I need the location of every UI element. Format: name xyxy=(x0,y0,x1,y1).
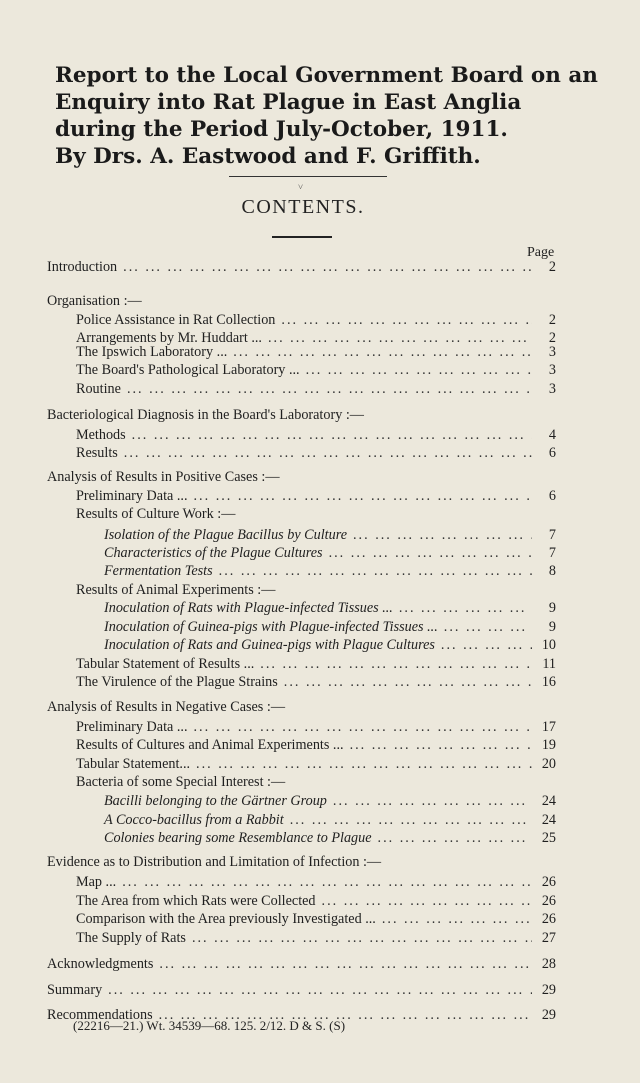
toc-entry-page: 26 xyxy=(541,874,556,890)
toc-entry-label: Methods xyxy=(76,427,126,443)
toc-entry-page: 6 xyxy=(548,445,556,461)
toc-entry-label: Map ... xyxy=(76,874,117,890)
toc-entry-label: The Area from which Rats were Collected xyxy=(76,893,316,909)
toc-entry xyxy=(104,811,556,829)
dot-leader xyxy=(194,718,533,736)
toc-entry xyxy=(104,544,556,562)
toc-entry-page: 10 xyxy=(541,637,556,653)
dot-leader xyxy=(122,873,532,891)
toc-entry xyxy=(104,792,556,810)
toc-entry xyxy=(76,655,556,673)
toc-entry-page: 27 xyxy=(541,930,556,946)
dot-leader xyxy=(194,487,533,505)
dot-leader xyxy=(192,929,532,947)
toc-entry-label: Inoculation of Guinea-pigs with Plague-infected Tissues ... xyxy=(104,619,438,635)
toc-entry xyxy=(76,910,556,928)
toc-entry-label: Routine xyxy=(76,381,121,397)
toc-entry-label: The Ipswich Laboratory ... xyxy=(76,344,228,360)
toc-entry xyxy=(76,361,556,379)
dot-leader xyxy=(329,544,532,562)
toc-entry xyxy=(104,636,556,654)
dot-leader xyxy=(378,829,532,847)
toc-entry-label: Inoculation of Rats and Guinea-pigs with Plague Cultures xyxy=(104,637,435,653)
toc-section-heading: Analysis of Results in Negative Cases :— xyxy=(47,699,286,715)
toc-entry-page: 2 xyxy=(548,312,556,328)
toc-entry-page: 2 xyxy=(548,259,556,275)
dot-leader xyxy=(441,636,532,654)
toc-entry-page: 6 xyxy=(548,488,556,504)
toc-entry xyxy=(104,562,556,580)
title-line: during the Period July-October, 1911. xyxy=(55,117,508,142)
toc-entry-page: 29 xyxy=(541,982,556,998)
toc-entry xyxy=(76,380,556,398)
dot-leader xyxy=(382,910,532,928)
toc-entry xyxy=(76,718,556,736)
dot-leader xyxy=(260,655,532,673)
toc-entry xyxy=(47,258,556,276)
toc-entry xyxy=(47,955,556,973)
toc-entry-label: Summary xyxy=(47,982,103,998)
dot-leader xyxy=(196,755,532,773)
toc-entry-page: 17 xyxy=(541,719,556,735)
toc-entry-page: 24 xyxy=(541,793,556,809)
toc-entry-label: Introduction xyxy=(47,259,118,275)
toc-entry-page: 3 xyxy=(548,362,556,378)
toc-entry-page: 24 xyxy=(541,812,556,828)
dot-leader xyxy=(124,444,532,462)
toc-entry xyxy=(104,829,556,847)
toc-entry xyxy=(76,873,556,891)
dot-leader xyxy=(233,343,532,361)
toc-section-heading: Bacteriological Diagnosis in the Board's Laboratory :— xyxy=(47,407,364,423)
dot-leader xyxy=(132,426,532,444)
toc-entry-page: 9 xyxy=(548,619,556,635)
toc-entry-label: Comparison with the Area previously Investigated ... xyxy=(76,911,376,927)
dot-leader xyxy=(108,981,532,999)
toc-section-heading: Organisation :— xyxy=(47,293,142,309)
toc-entry-label: Characteristics of the Plague Cultures xyxy=(104,545,323,561)
title-line: By Drs. A. Eastwood and F. Griffith. xyxy=(55,144,481,169)
toc-entry-label: Isolation of the Plague Bacillus by Culture xyxy=(104,527,347,543)
toc-entry-label: Preliminary Data ... xyxy=(76,719,188,735)
dot-leader xyxy=(219,562,532,580)
toc-entry xyxy=(76,426,556,444)
toc-entry-label: The Virulence of the Plague Strains xyxy=(76,674,278,690)
toc-entry-label: Fermentation Tests xyxy=(104,563,213,579)
toc-entry-page: 29 xyxy=(541,1007,556,1023)
page-column-label: Page xyxy=(527,245,555,260)
toc-entry-page: 20 xyxy=(541,756,556,772)
toc-entry-label: The Board's Pathological Laboratory ... xyxy=(76,362,300,378)
toc-section-heading: Results of Animal Experiments :— xyxy=(76,582,276,598)
toc-entry-page: 26 xyxy=(541,893,556,909)
toc-entry-label: The Supply of Rats xyxy=(76,930,186,946)
report-title xyxy=(55,62,598,170)
toc-entry xyxy=(76,755,556,773)
toc-entry-page: 16 xyxy=(541,674,556,690)
toc-entry-label: Recommendations xyxy=(47,1007,153,1023)
toc-entry-label: Colonies bearing some Resemblance to Plague xyxy=(104,830,372,846)
toc-entry xyxy=(104,618,556,636)
contents-heading: CONTENTS. xyxy=(241,196,365,218)
toc-entry-page: 26 xyxy=(541,911,556,927)
toc-entry xyxy=(47,981,556,999)
dot-leader xyxy=(322,892,532,910)
dot-leader xyxy=(350,736,532,754)
toc-entry-label: Arrangements by Mr. Huddart ... xyxy=(76,330,262,346)
toc-section-heading: Results of Culture Work :— xyxy=(76,506,236,522)
toc-entry xyxy=(76,444,556,462)
dot-leader xyxy=(284,673,532,691)
toc-entry-page: 3 xyxy=(548,381,556,397)
toc-entry xyxy=(76,892,556,910)
print-footer: (22216—21.) Wt. 34539—68. 125. 2/12. D & S. (S) xyxy=(73,1018,346,1033)
dot-leader xyxy=(281,311,532,329)
toc-entry-page: 9 xyxy=(548,600,556,616)
title-divider xyxy=(229,176,387,177)
contents-divider xyxy=(272,236,332,238)
dot-leader xyxy=(306,361,532,379)
toc-entry-page: 7 xyxy=(548,545,556,561)
toc-entry-page: 28 xyxy=(541,956,556,972)
toc-entry xyxy=(76,736,556,754)
toc-entry-page: 7 xyxy=(548,527,556,543)
toc-entry-page: 8 xyxy=(548,563,556,579)
toc-section-heading: Evidence as to Distribution and Limitation of Infection :— xyxy=(47,854,382,870)
toc-entry-label: Results of Cultures and Animal Experiments ... xyxy=(76,737,344,753)
dot-leader xyxy=(353,526,532,544)
toc-entry-page: 2 xyxy=(548,330,556,346)
dot-leader xyxy=(159,955,532,973)
toc-entry-label: Bacilli belonging to the Gärtner Group xyxy=(104,793,327,809)
toc-section-heading: Analysis of Results in Positive Cases :— xyxy=(47,469,280,485)
toc-section-heading: Bacteria of some Special Interest :— xyxy=(76,774,286,790)
toc-entry-label: Police Assistance in Rat Collection xyxy=(76,312,276,328)
dot-leader xyxy=(333,792,532,810)
toc-entry-label: Preliminary Data ... xyxy=(76,488,188,504)
toc-entry xyxy=(104,526,556,544)
toc-entry xyxy=(76,673,556,691)
toc-entry-page: 4 xyxy=(548,427,556,443)
dot-leader xyxy=(399,599,532,617)
toc-entry xyxy=(76,487,556,505)
toc-entry-label: Tabular Statement... xyxy=(76,756,191,772)
toc-entry-label: Tabular Statement of Results ... xyxy=(76,656,255,672)
toc-entry-label: A Cocco-bacillus from a Rabbit xyxy=(104,812,284,828)
title-line: Report to the Local Government Board on an xyxy=(55,63,598,88)
toc-entry-page: 19 xyxy=(541,737,556,753)
title-line: Enquiry into Rat Plague in East Anglia xyxy=(55,90,522,115)
toc-entry xyxy=(76,311,556,329)
dot-leader xyxy=(444,618,532,636)
toc-entry-page: 25 xyxy=(541,830,556,846)
toc-entry xyxy=(104,599,556,617)
toc-entry-page: 11 xyxy=(542,656,556,672)
toc-entry-label: Inoculation of Rats with Plague-infected Tissues ... xyxy=(104,600,393,616)
toc-entry xyxy=(76,929,556,947)
dot-leader xyxy=(127,380,532,398)
toc-entry-label: Acknowledgments xyxy=(47,956,154,972)
tick-mark: ˅ xyxy=(298,182,304,192)
dot-leader xyxy=(290,811,532,829)
toc-entry-page: 3 xyxy=(548,344,556,360)
toc-entry-label: Results xyxy=(76,445,118,461)
toc-entry xyxy=(76,343,556,361)
dot-leader xyxy=(123,258,532,276)
